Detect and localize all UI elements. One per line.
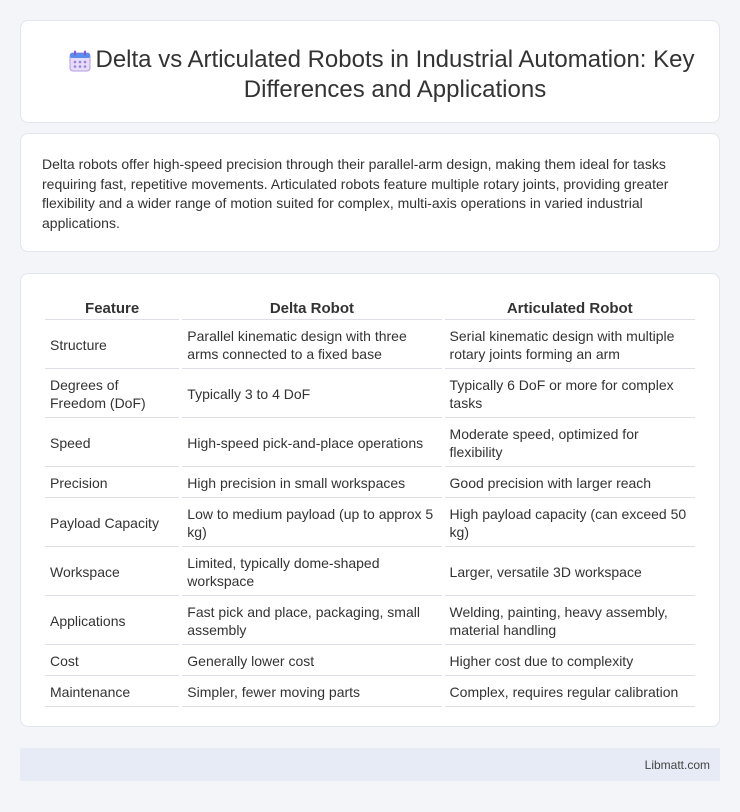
row-delta-value: Typically 3 to 4 DoF <box>182 371 441 418</box>
row-feature: Degrees of Freedom (DoF) <box>45 371 179 418</box>
header-feature: Feature <box>45 298 179 320</box>
title-card <box>20 20 720 123</box>
table-row <box>45 598 695 645</box>
table-row <box>45 500 695 547</box>
footer-bar <box>20 748 720 781</box>
row-delta-value: Generally lower cost <box>182 647 441 676</box>
table-row <box>45 549 695 596</box>
table-row <box>45 647 695 676</box>
row-feature: Workspace <box>45 549 179 596</box>
row-articulated-value: Complex, requires regular calibration <box>445 678 695 707</box>
row-articulated-value: Good precision with larger reach <box>445 469 695 498</box>
table-row <box>45 469 695 498</box>
row-articulated-value: Higher cost due to complexity <box>445 647 695 676</box>
row-articulated-value: Typically 6 DoF or more for complex tasks <box>445 371 695 418</box>
row-feature: Speed <box>45 420 179 467</box>
table-row <box>45 678 695 707</box>
row-articulated-value: Serial kinematic design with multiple rotary joints forming an arm <box>445 322 695 369</box>
row-delta-value: Parallel kinematic design with three arms connected to a fixed base <box>182 322 441 369</box>
table-row <box>45 371 695 418</box>
row-feature: Structure <box>45 322 179 369</box>
table-row <box>45 322 695 369</box>
row-articulated-value: Welding, painting, heavy assembly, material handling <box>445 598 695 645</box>
row-feature: Payload Capacity <box>45 500 179 547</box>
row-articulated-value: Moderate speed, optimized for flexibility <box>445 420 695 467</box>
intro-paragraph: Delta robots offer high-speed precision through their parallel-arm design, making them ideal for tasks requiring fast, repetitive movements. Articulated robots feature multiple rotary joints, providing greater flexibility and a wider range of motion suited for complex, multi-axis operations in varied industrial applications. <box>42 156 669 231</box>
table-row <box>45 420 695 467</box>
intro-card <box>20 133 720 252</box>
page-title: Delta vs Articulated Robots in Industrial Automation: Key Differences and Applications <box>95 46 695 103</box>
row-delta-value: High precision in small workspaces <box>182 469 441 498</box>
calendar-icon <box>68 49 92 73</box>
row-articulated-value: Larger, versatile 3D workspace <box>445 549 695 596</box>
comparison-card <box>20 273 720 727</box>
row-articulated-value: High payload capacity (can exceed 50 kg) <box>445 500 695 547</box>
row-delta-value: Limited, typically dome-shaped workspace <box>182 549 441 596</box>
row-delta-value: Fast pick and place, packaging, small assembly <box>182 598 441 645</box>
row-delta-value: Simpler, fewer moving parts <box>182 678 441 707</box>
row-feature: Applications <box>45 598 179 645</box>
table-header-row <box>45 298 695 320</box>
footer-site-link[interactable]: Libmatt.com <box>644 758 710 772</box>
row-delta-value: High-speed pick-and-place operations <box>182 420 441 467</box>
header-delta-robot: Delta Robot <box>182 298 441 320</box>
row-feature: Maintenance <box>45 678 179 707</box>
row-feature: Cost <box>45 647 179 676</box>
comparison-table <box>42 296 698 709</box>
row-delta-value: Low to medium payload (up to approx 5 kg) <box>182 500 441 547</box>
row-feature: Precision <box>45 469 179 498</box>
header-articulated-robot: Articulated Robot <box>445 298 695 320</box>
